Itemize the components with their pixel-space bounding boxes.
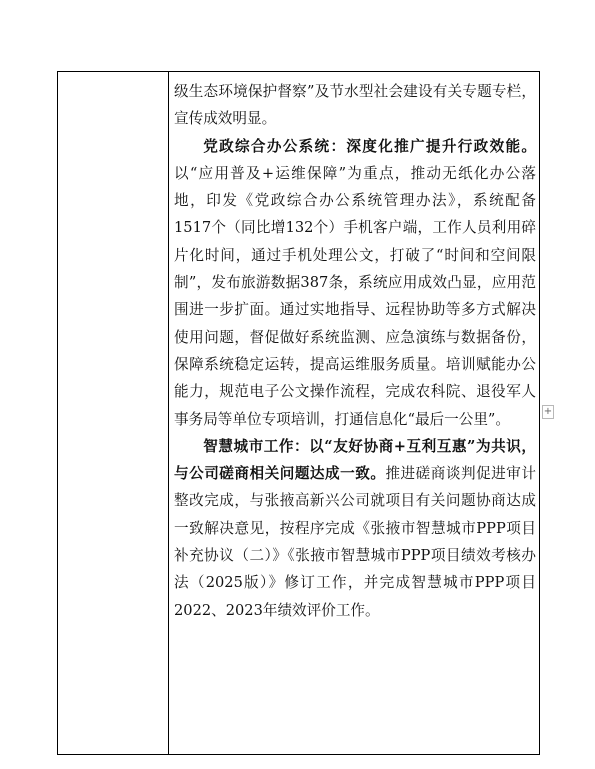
table-cell-content[interactable] bbox=[174, 78, 536, 624]
section-heading-smart-city: 智慧城市工作：以“友好协商+互利互惠”为共识，与公司磋商相关问题达成一致。 bbox=[174, 437, 536, 483]
table-expand-plus-icon[interactable]: + bbox=[543, 406, 553, 417]
section-body-office-system: 以“应用普及+运维保障”为重点，推动无纸化办公落地，印发《党政综合办公系统管理办法》，系统配备1517个（同比增132个）手机客户端，工作人员利用碎片化时间，通过手机处理公文，打破了“时间和空间限制”，发布旅游数据387条，系统应用成效凸显，应用范围进一步扩面。通过实地指导、远程协助等多方式解决使用问题，督促做好系统监测、应急演练与数据备份，保障系统稳定运转，提高运维服务质量。培训赋能办公能力，规范电子公文操作流程，完成农科院、退役军人事务局等单位专项培训，打通信息化“最后一公里”。 bbox=[174, 164, 536, 428]
paragraph-intro-tail: 级生态环境保护督察”及节水型社会建设有关专题专栏，宣传成效明显。 bbox=[174, 83, 536, 128]
table-column-divider bbox=[168, 71, 169, 755]
paragraph-office-system bbox=[174, 133, 536, 433]
section-body-smart-city: 推进磋商谈判促进审计整改完成，与张掖高新兴公司就项目有关问题协商达成一致解决意见，按程序完成《张掖市智慧城市PPP项目补充协议（二）》《张掖市智慧城市PPP项目绩效考核办法（2025版）》修订工作，并完成智慧城市PPP项目2022、2023年绩效评价工作。 bbox=[174, 465, 536, 619]
paragraph-smart-city bbox=[174, 433, 536, 624]
section-heading-office-system: 党政综合办公系统：深度化推广提升行政效能。 bbox=[203, 137, 536, 155]
